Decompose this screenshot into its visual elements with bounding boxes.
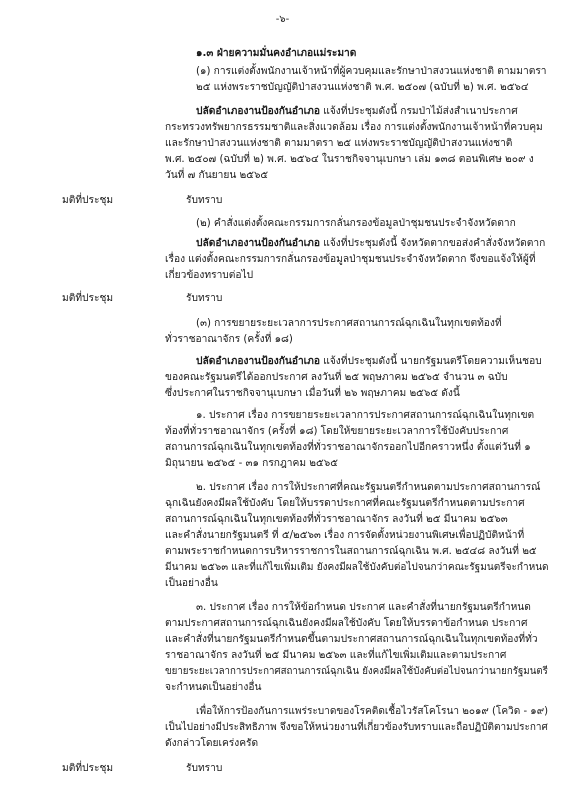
resolution-value: รับทราบ (186, 293, 223, 304)
page-number: -๖- (275, 14, 290, 25)
announcement-3-line4: ราชอาณาจักร ลงวันที่ ๒๕ มีนาคม ๒๕๖๓ และที่แก้ไขเพิ่มเติมและตามประกาศ (165, 650, 507, 661)
closing-line3: ดังกล่าวโดยเคร่งครัด (165, 738, 259, 749)
announcement-2-line5: ตามพระราชกำหนดการบริหารราชการในสถานการณ์ฉุกเฉิน พ.ศ. ๒๕๔๘ ลงวันที่ ๒๕ (165, 546, 537, 557)
speaker-name: ปลัดอำเภองานป้องกันอำเภอ (196, 238, 320, 249)
item1-body-line5: วันที่ ๗ กันยายน ๒๕๖๕ (165, 170, 269, 181)
announcement-3-line6: จะกำหนดเป็นอย่างอื่น (165, 682, 262, 693)
item3-body-line1 (196, 354, 542, 370)
item1-body-line4: พ.ศ. ๒๕๐๗ (ฉบับที่ ๒) พ.ศ. ๒๕๖๔ ในราชกิจจานุเบกษา เล่ม ๑๓๘ ตอนพิเศษ ๒๐๙ ง (165, 154, 534, 165)
item2-body-line3: เกี่ยวข้องทราบต่อไป (165, 270, 254, 281)
announcement-3-line3: และคำสั่งที่นายกรัฐมนตรีกำหนดขึ้นตามประกาศสถานการณ์ฉุกเฉินในทุกเขตท้องที่ทั่ว (165, 634, 538, 645)
item2-body-text: แจ้งที่ประชุมดังนี้ จังหวัดตากขอส่งคำสั่งจังหวัดตาก (320, 238, 546, 249)
item3-title-line2: ทั่วราชอาณาจักร (ครั้งที่ ๑๘) (165, 334, 293, 345)
announcement-2-line1: ๒. ประกาศ เรื่อง การให้ประกาศที่คณะรัฐมนตรีกำหนดตามประกาศสถานการณ์ (196, 482, 541, 493)
speaker-name: ปลัดอำเภองานป้องกันอำเภอ (196, 106, 320, 117)
item2-body-line1 (196, 236, 545, 252)
item1-title-line2: ๒๕ แห่งพระราชบัญญัติป่าสงวนแห่งชาติ พ.ศ. ๒๕๐๗ (ฉบับที่ ๒) พ.ศ. ๒๕๖๔ (196, 82, 529, 93)
announcement-1-line1: ๑. ประกาศ เรื่อง การขยายระยะเวลาการประกาศสถานการณ์ฉุกเฉินในทุกเขต (196, 410, 535, 421)
announcement-3-line5: ขยายระยะเวลาการประกาศสถานการณ์ฉุกเฉิน ยังคงมีผลใช้บังคับต่อไปจนกว่านายกรัฐมนตรี (165, 666, 548, 677)
item1-body-line3: และรักษาป่าสงวนแห่งชาติ ตามมาตรา ๒๕ แห่งพระราชบัญญัติป่าสงวนแห่งชาติ (165, 138, 513, 149)
resolution-value: รับทราบ (186, 195, 223, 206)
item1-body-line1 (196, 104, 518, 120)
announcement-2-line4: และคำสั่งนายกรัฐมนตรี ที่ ๕/๒๕๖๓ เรื่อง การจัดตั้งหน่วยงานพิเศษเพื่อปฏิบัติหน้าที่ (165, 530, 525, 541)
item2-body-line2: เรื่อง แต่งตั้งคณะกรรมการกลั่นกรองข้อมูลป่าชุมชนประจำจังหวัดตาก จึงขอแจ้งให้ผู้ที่ (165, 254, 536, 265)
item2-title: (๒) คำสั่งแต่งตั้งคณะกรรมการกลั่นกรองข้อมูลป่าชุมชนประจำจังหวัดตาก (196, 218, 516, 229)
announcement-2-line6: มีนาคม ๒๕๖๓ และที่แก้ไขเพิ่มเติม ยังคงมีผลใช้บังคับต่อไปจนกว่าคณะรัฐมนตรีจะกำหนด (165, 562, 549, 573)
item1-body-line2: กระทรวงทรัพยากรธรรมชาติและสิ่งแวดล้อม เรื่อง การแต่งตั้งพนักงานเจ้าหน้าที่ควบคุม (165, 122, 543, 133)
announcement-1-line2: ท้องที่ทั่วราชอาณาจักร (ครั้งที่ ๑๘) โดยให้ขยายระยะเวลาการใช้บังคับประกาศ (165, 426, 509, 437)
item1-title-line1: (๑) การแต่งตั้งพนักงานเจ้าหน้าที่ผู้ควบคุมและรักษาป่าสงวนแห่งชาติ ตามมาตรา (196, 66, 547, 77)
item3-body-text: แจ้งที่ประชุมดังนี้ นายกรัฐมนตรีโดยความเห็นชอบ (320, 356, 542, 367)
resolution-label: มติที่ประชุม (62, 763, 114, 774)
closing-line2: เป็นไปอย่างมีประสิทธิภาพ จึงขอให้หน่วยงานที่เกี่ยวข้องรับทราบและถือปฏิบัติตามประกาศ (165, 722, 548, 733)
announcement-2-line2: ฉุกเฉินยังคงมีผลใช้บังคับ โดยให้บรรดาประกาศที่คณะรัฐมนตรีกำหนดตามประกาศ (165, 498, 525, 509)
announcement-3-line1: ๓. ประกาศ เรื่อง การให้ข้อกำหนด ประกาศ และคำสั่งที่นายกรัฐมนตรีกำหนด (196, 602, 531, 613)
announcement-2-line7: เป็นอย่างอื่น (165, 578, 218, 589)
item3-body-line3: ซึ่งประกาศในราชกิจจานุเบกษา เมื่อวันที่ ๒๖ พฤษภาคม ๒๕๖๕ ดังนี้ (165, 388, 460, 399)
section-heading: ๑.๓ ฝ่ายความมั่นคงอำเภอแม่ระมาด (196, 48, 357, 59)
resolution-value: รับทราบ (186, 763, 223, 774)
announcement-3-line2: ตามประกาศสถานการณ์ฉุกเฉินยังคงมีผลใช้บังคับ โดยให้บรรดาข้อกำหนด ประกาศ (165, 618, 528, 629)
resolution-label: มติที่ประชุม (62, 293, 114, 304)
announcement-1-line3: สถานการณ์ฉุกเฉินในทุกเขตท้องที่ทั่วราชอาณาจักรออกไปอีกคราวหนึ่ง ตั้งแต่วันที่ ๑ (165, 442, 531, 453)
item3-body-line2: ของคณะรัฐมนตรีได้ออกประกาศ ลงวันที่ ๒๕ พฤษภาคม ๒๕๖๕ จำนวน ๓ ฉบับ (165, 372, 508, 383)
announcement-2-line3: สถานการณ์ฉุกเฉินในทุกเขตท้องที่ทั่วราชอาณาจักร ลงวันที่ ๒๕ มีนาคม ๒๕๖๓ (165, 514, 508, 525)
item1-body-text: แจ้งที่ประชุมดังนี้ กรมป่าไม้ส่งสำเนาประกาศ (320, 106, 518, 117)
closing-line1: เพื่อให้การป้องกันการแพร่ระบาดของโรคติดเชื้อไวรัสโคโรนา ๒๐๑๙ (โควิด - ๑๙) (196, 706, 549, 717)
announcement-1-line4: มิถุนายน ๒๕๖๕ - ๓๑ กรกฎาคม ๒๕๖๕ (165, 458, 338, 469)
item3-title-line1: (๓) การขยายระยะเวลาการประกาศสถานการณ์ฉุกเฉินในทุกเขตท้องที่ (196, 318, 502, 329)
resolution-label: มติที่ประชุม (62, 195, 114, 206)
speaker-name: ปลัดอำเภองานป้องกันอำเภอ (196, 356, 320, 367)
